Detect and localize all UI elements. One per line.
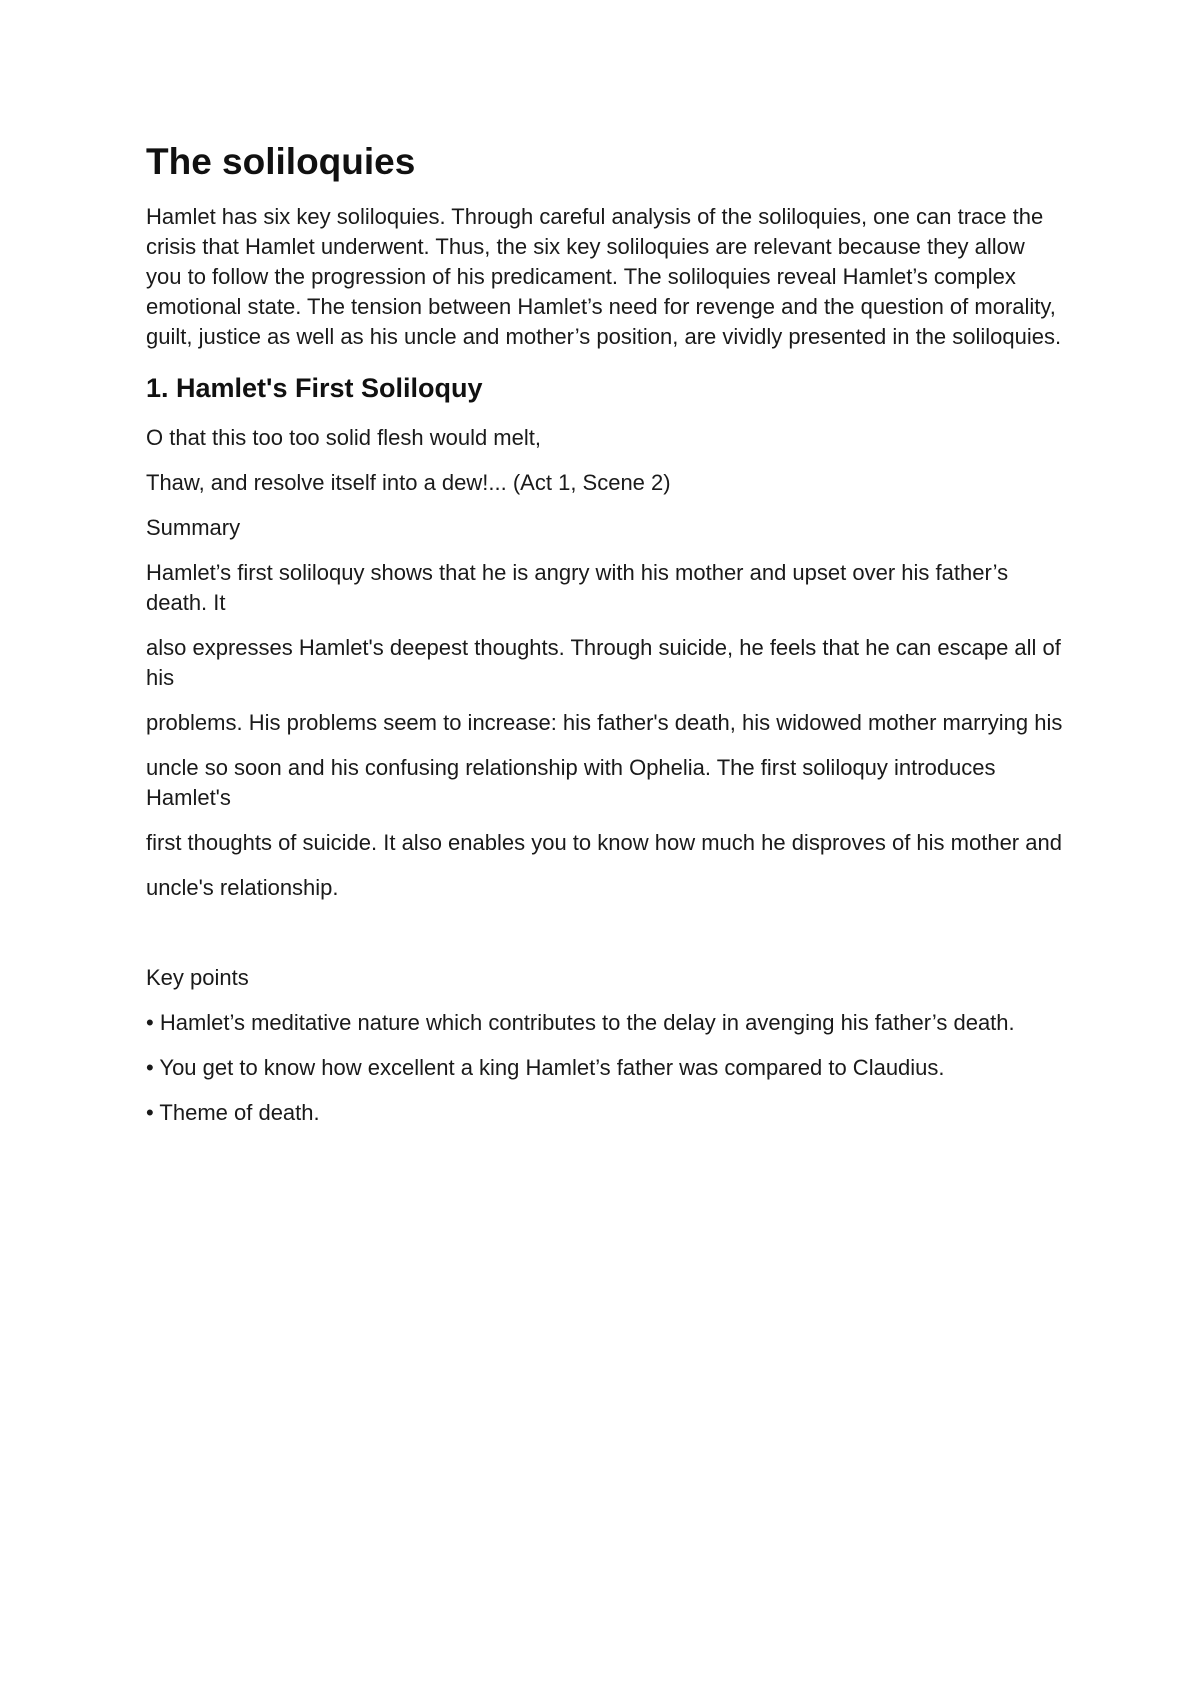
key-point-item: • Hamlet’s meditative nature which contributes to the delay in avenging his father’s death. [146,1009,1015,1035]
key-point-item: • Theme of death. [146,1099,320,1125]
quote-line-2: Thaw, and resolve itself into a dew!... (Act 1, Scene 2) [146,469,671,495]
section-heading: 1. Hamlet's First Soliloquy [146,373,483,404]
intro-paragraph: Hamlet has six key soliloquies. Through careful analysis of the soliloquies, one can trace the crisis that Hamlet underwent. Thus, the six key soliloquies are relevant because they allow you to follow the progression of his predicament. The soliloquies reveal Hamlet’s complex emotional state. The tension between Hamlet’s need for revenge and the question of morality, guilt, justice as well as his uncle and mother’s position, are vividly presented in the soliloquies. [146,204,1062,350]
summary-paragraph: problems. His problems seem to increase: his father's death, his widowed mother marrying his [146,709,1063,735]
document-page [146,140,1066,1143]
summary-paragraph: also expresses Hamlet's deepest thoughts. Through suicide, he feels that he can escape all of his [146,634,1061,690]
key-point-item: • You get to know how excellent a king Hamlet’s father was compared to Claudius. [146,1054,945,1080]
page-title: The soliloquies [146,141,416,182]
blank-line [146,918,1066,963]
key-points-list [146,1008,1066,1128]
summary-paragraph: Hamlet’s first soliloquy shows that he is angry with his mother and upset over his father’s death. It [146,559,1009,615]
summary-paragraph: uncle so soon and his confusing relationship with Ophelia. The first soliloquy introduces Hamlet's [146,754,996,810]
key-points-label: Key points [146,964,249,990]
summary-label: Summary [146,514,241,540]
summary-paragraph: first thoughts of suicide. It also enables you to know how much he disproves of his mother and [146,829,1062,855]
quote-line-1: O that this too too solid flesh would melt, [146,424,541,450]
summary-paragraph: uncle's relationship. [146,874,339,900]
